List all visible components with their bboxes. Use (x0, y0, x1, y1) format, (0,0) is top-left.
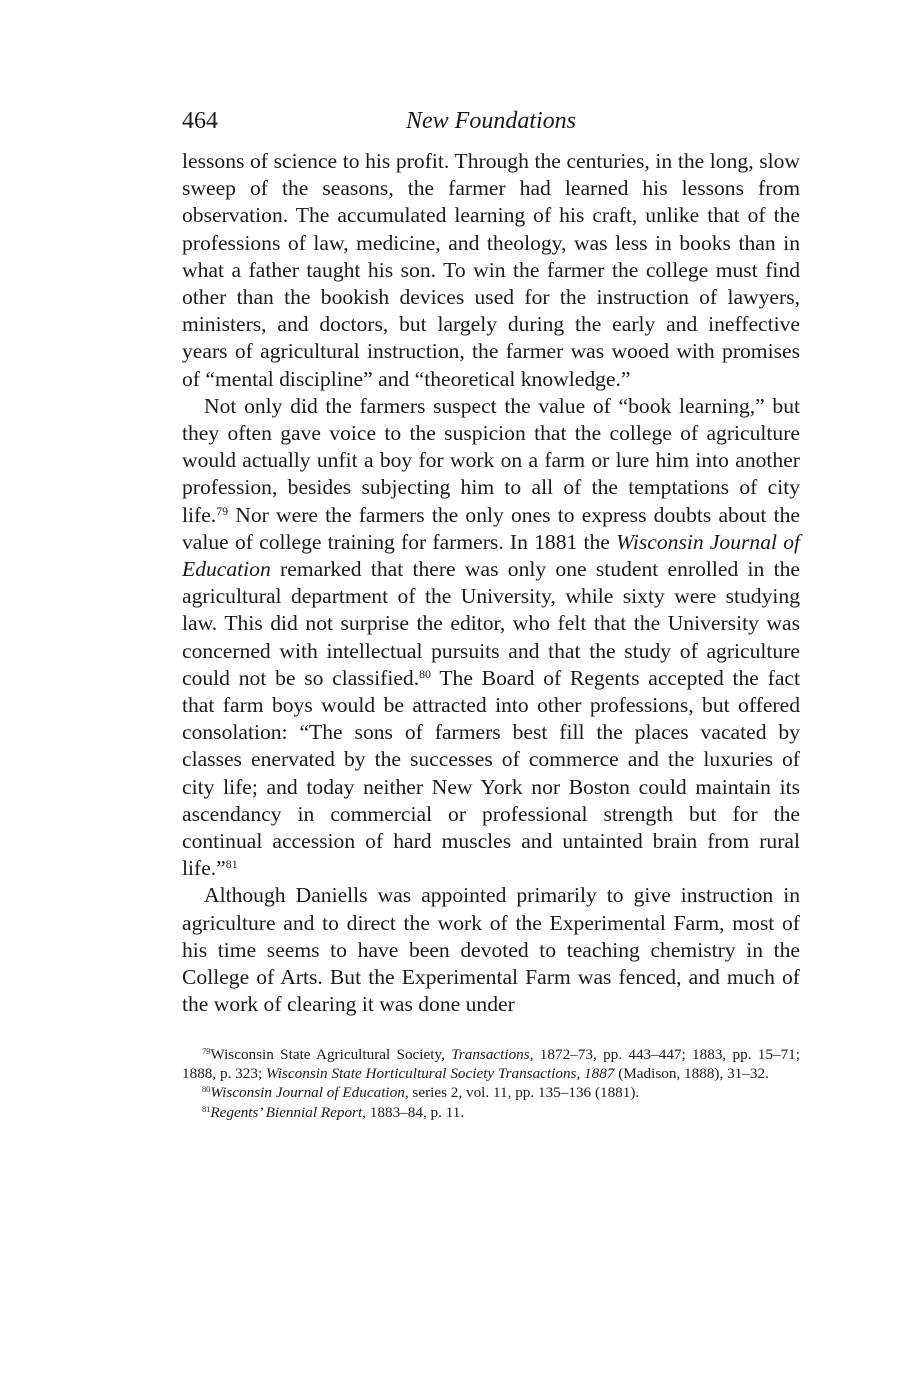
footnote-79-part-c: 1872–73, pp. 443–447; 1883, pp. 15–71; 1888, p. 323; (182, 1045, 800, 1082)
footnote-81-part-a: Regents’ Biennial Report, (210, 1103, 366, 1121)
footnote-mark-81: 81 (202, 1104, 211, 1114)
body-text (182, 148, 800, 1019)
footnote-79-part-d: Wisconsin State Horticultural Society Transactions, 1887 (265, 1064, 615, 1082)
footnote-80 (182, 1083, 800, 1102)
footnote-ref-80[interactable]: 80 (419, 666, 431, 681)
paragraph-2-part-a: Not only did the farmers suspect the value of “book learning,” but they often gave voice to the suspicion that the college of agriculture would actually unfit a boy for work on a farm or lure him into another profession, besides subjecting him to all of the temptations of city life. (182, 393, 800, 527)
footnote-81-part-b: 1883–84, p. 11. (365, 1103, 465, 1121)
page-content (182, 108, 800, 1122)
running-head (182, 108, 800, 140)
journal-title: Wisconsin Journal of Education (182, 529, 800, 582)
footnote-79-part-a: Wisconsin State Agricultural Society, (210, 1045, 452, 1063)
page-number: 464 (182, 108, 218, 134)
paragraph-1: lessons of science to his profit. Through the centuries, in the long, slow sweep of the seasons, the farmer had learned his lessons from observation. The accumulated learning of his craft, unlike that of the professions of law, medicine, and theology, was less in books than in what a father taught his son. To win the farmer the college must find other than the bookish devices used for the instruction of lawyers, ministers, and doctors, but largely during the early and ineffective years of agricultural instruction, the farmer was wooed with promises of “mental discipline” and “theoretical knowledge.” (182, 149, 800, 391)
paragraph-3: Although Daniells was appointed primarily to give instruction in agriculture and to direct the work of the Experimental Farm, most of his time seems to have been devoted to teaching chemistry in the College of Arts. But the Experimental Farm was fenced, and much of the work of clearing it was done under (182, 883, 800, 1017)
footnote-mark-80: 80 (202, 1085, 211, 1095)
footnote-79-part-e: (Madison, 1888), 31–32. (614, 1064, 769, 1082)
footnote-80-part-b: series 2, vol. 11, pp. 135–136 (1881). (408, 1084, 640, 1102)
footnote-81 (182, 1103, 800, 1122)
footnote-79 (182, 1045, 800, 1084)
footnote-ref-81[interactable]: 81 (225, 857, 238, 872)
paragraph-2-part-b: Nor were the farmers the only ones to express doubts about the value of college training for farmers. In 1881 the (182, 502, 800, 554)
footnote-ref-79[interactable]: 79 (216, 503, 229, 518)
paragraph-2 (182, 393, 800, 883)
footnote-79-part-b: Transactions, (451, 1045, 534, 1063)
paragraph-2-part-d: The Board of Regents accepted the fact that farm boys would be attracted into other professions, but offered consolation: “The sons of farmers best fill the places vacated by classes enervated by the successes of commerce and the luxuries of city life; and today neither New York nor Boston could maintain its ascendancy in commercial or professional strength but for the continual accession of hard muscles and untainted brain from rural life.” (182, 665, 801, 881)
running-title: New Foundations (405, 108, 576, 134)
footnote-80-part-a: Wisconsin Journal of Education, (210, 1084, 409, 1102)
footnote-mark-79: 79 (202, 1046, 211, 1056)
footnotes (182, 1045, 800, 1123)
paragraph-2-part-c: remarked that there was only one student enrolled in the agricultural department of the University, while sixty were studying law. This did not surprise the editor, who felt that the University was concerned with intellectual pursuits and that the study of agriculture could not be so classified. (182, 557, 800, 690)
